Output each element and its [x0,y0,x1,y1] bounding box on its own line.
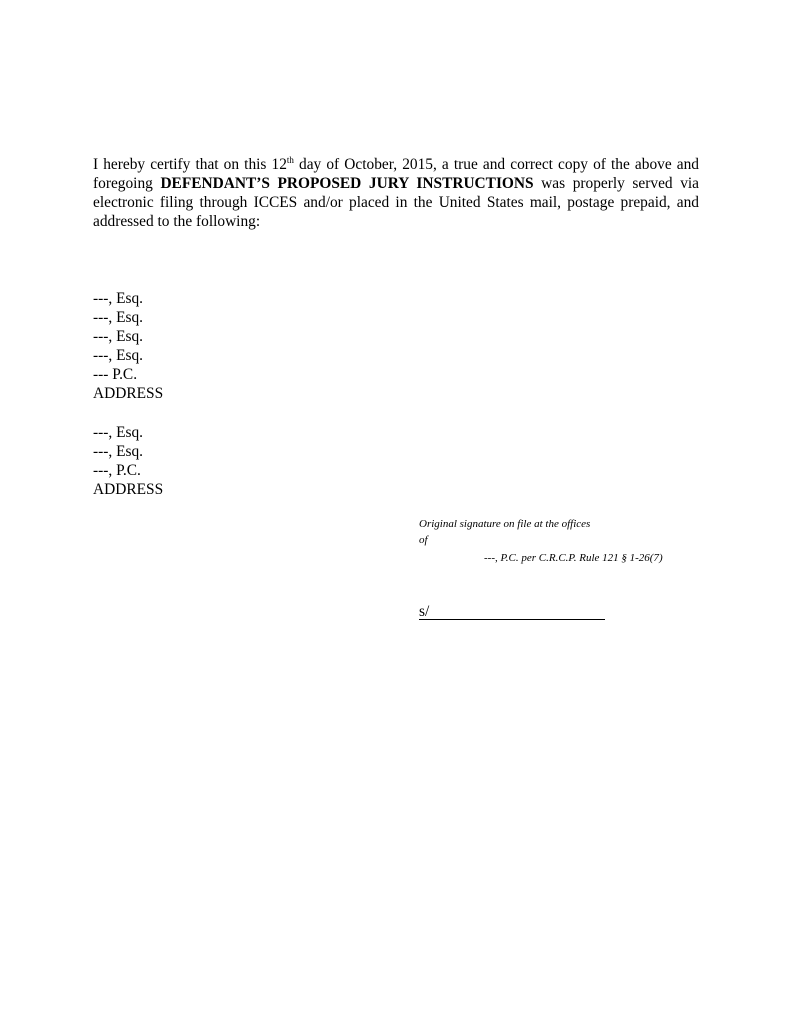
recipient-line: ---, Esq. [93,328,144,345]
signature-line [419,602,605,620]
recipient-line: ---, Esq. [93,290,144,307]
signature-note-line-2: of [419,534,428,546]
document-title: DEFENDANT’S PROPOSED JURY INSTRUCTIONS [160,175,534,192]
recipient-firm: ---, P.C. [93,462,141,479]
signature-note [419,516,699,566]
certificate-date-text: day of October, 2015, a true and correct copy of the above and foregoing [93,156,699,192]
recipient-line: ---, Esq. [93,347,144,364]
recipient-address: ADDRESS [93,481,164,498]
certificate-lead: I hereby certify that on this 12 [93,156,287,173]
ordinal-suffix: th [286,155,294,165]
recipient-address: ADDRESS [93,385,164,402]
recipient-block-2 [93,423,163,499]
certificate-of-service-paragraph [93,155,699,231]
signature-note-line-3: ---, P.C. per C.R.C.P. Rule 121 § 1-26(7) [484,552,663,564]
signature-note-line-1: Original signature on file at the offices [419,518,591,530]
recipient-block-1 [93,289,163,403]
recipient-firm: --- P.C. [93,366,138,383]
recipient-line: ---, Esq. [93,443,144,460]
recipient-line: ---, Esq. [93,424,144,441]
recipient-line: ---, Esq. [93,309,144,326]
signature-prefix: s/ [419,603,430,620]
certificate-tail: was properly served via electronic filing through ICCES and/or placed in the United States mail, postage prepaid, and addressed to the following: [93,175,699,230]
